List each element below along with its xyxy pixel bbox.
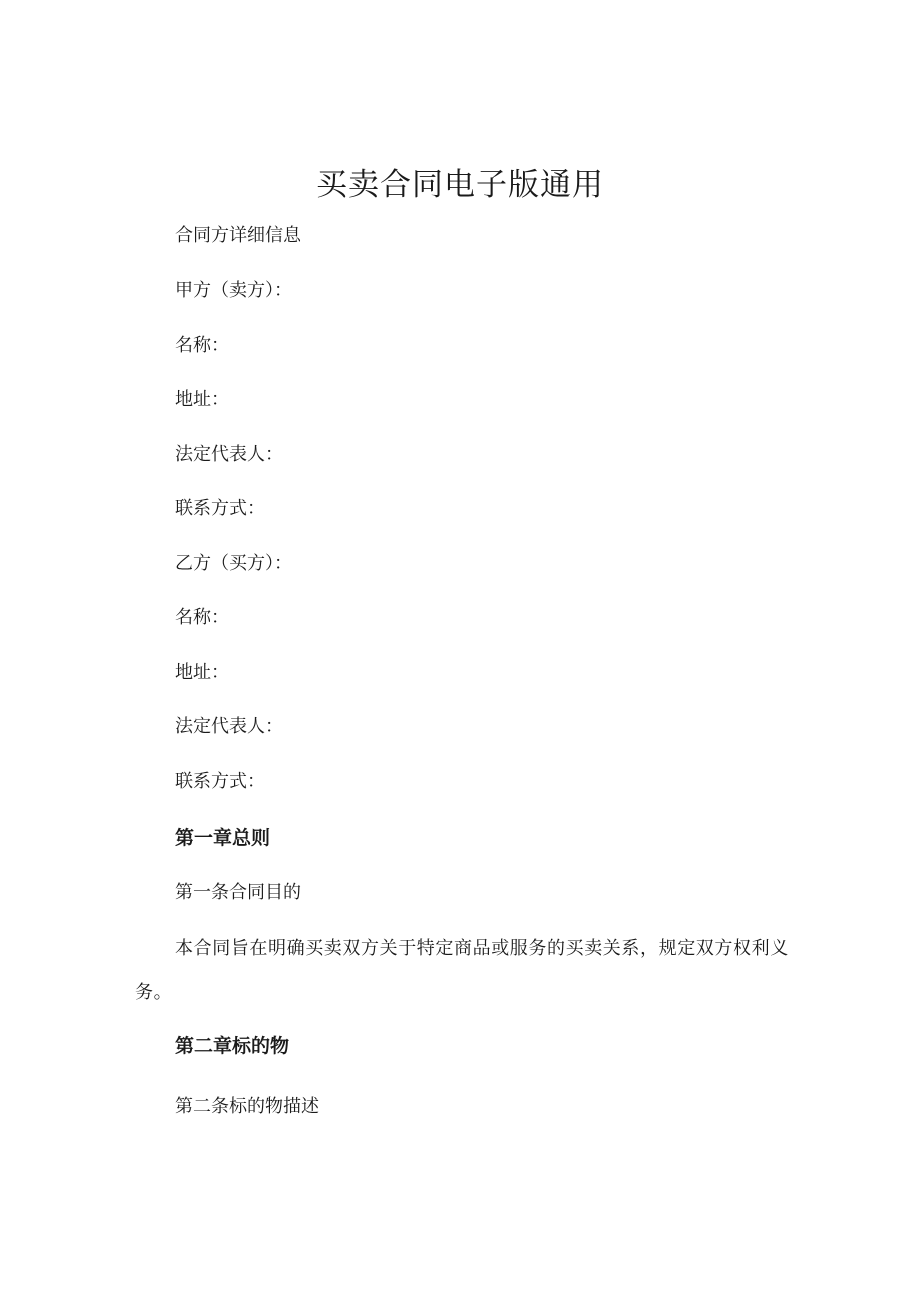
party-b-name-label: 名称： xyxy=(175,607,229,628)
article-1-title: 第一条合同目的 xyxy=(175,882,301,903)
document-title: 买卖合同电子版通用 xyxy=(316,167,604,203)
party-a-label: 甲方（卖方）： xyxy=(175,280,292,301)
party-b-label: 乙方（买方）： xyxy=(175,553,292,574)
party-b-representative-label: 法定代表人： xyxy=(175,716,283,737)
party-b-address-label: 地址： xyxy=(175,662,229,683)
chapter-2-heading: 第二章标的物 xyxy=(175,1035,290,1057)
party-a-name-label: 名称： xyxy=(175,335,229,356)
article-2-title: 第二条标的物描述 xyxy=(175,1096,319,1117)
party-a-address-label: 地址： xyxy=(175,389,229,410)
chapter-1-heading: 第一章总则 xyxy=(175,827,271,849)
party-a-representative-label: 法定代表人： xyxy=(175,444,283,465)
party-b-contact-label: 联系方式： xyxy=(175,771,265,792)
party-a-contact-label: 联系方式： xyxy=(175,498,265,519)
section-label-parties: 合同方详细信息 xyxy=(175,225,301,246)
article-1-paragraph: 本合同旨在明确买卖双方关于特定商品或服务的买卖关系，规定双方权利义务。 xyxy=(135,938,789,1003)
